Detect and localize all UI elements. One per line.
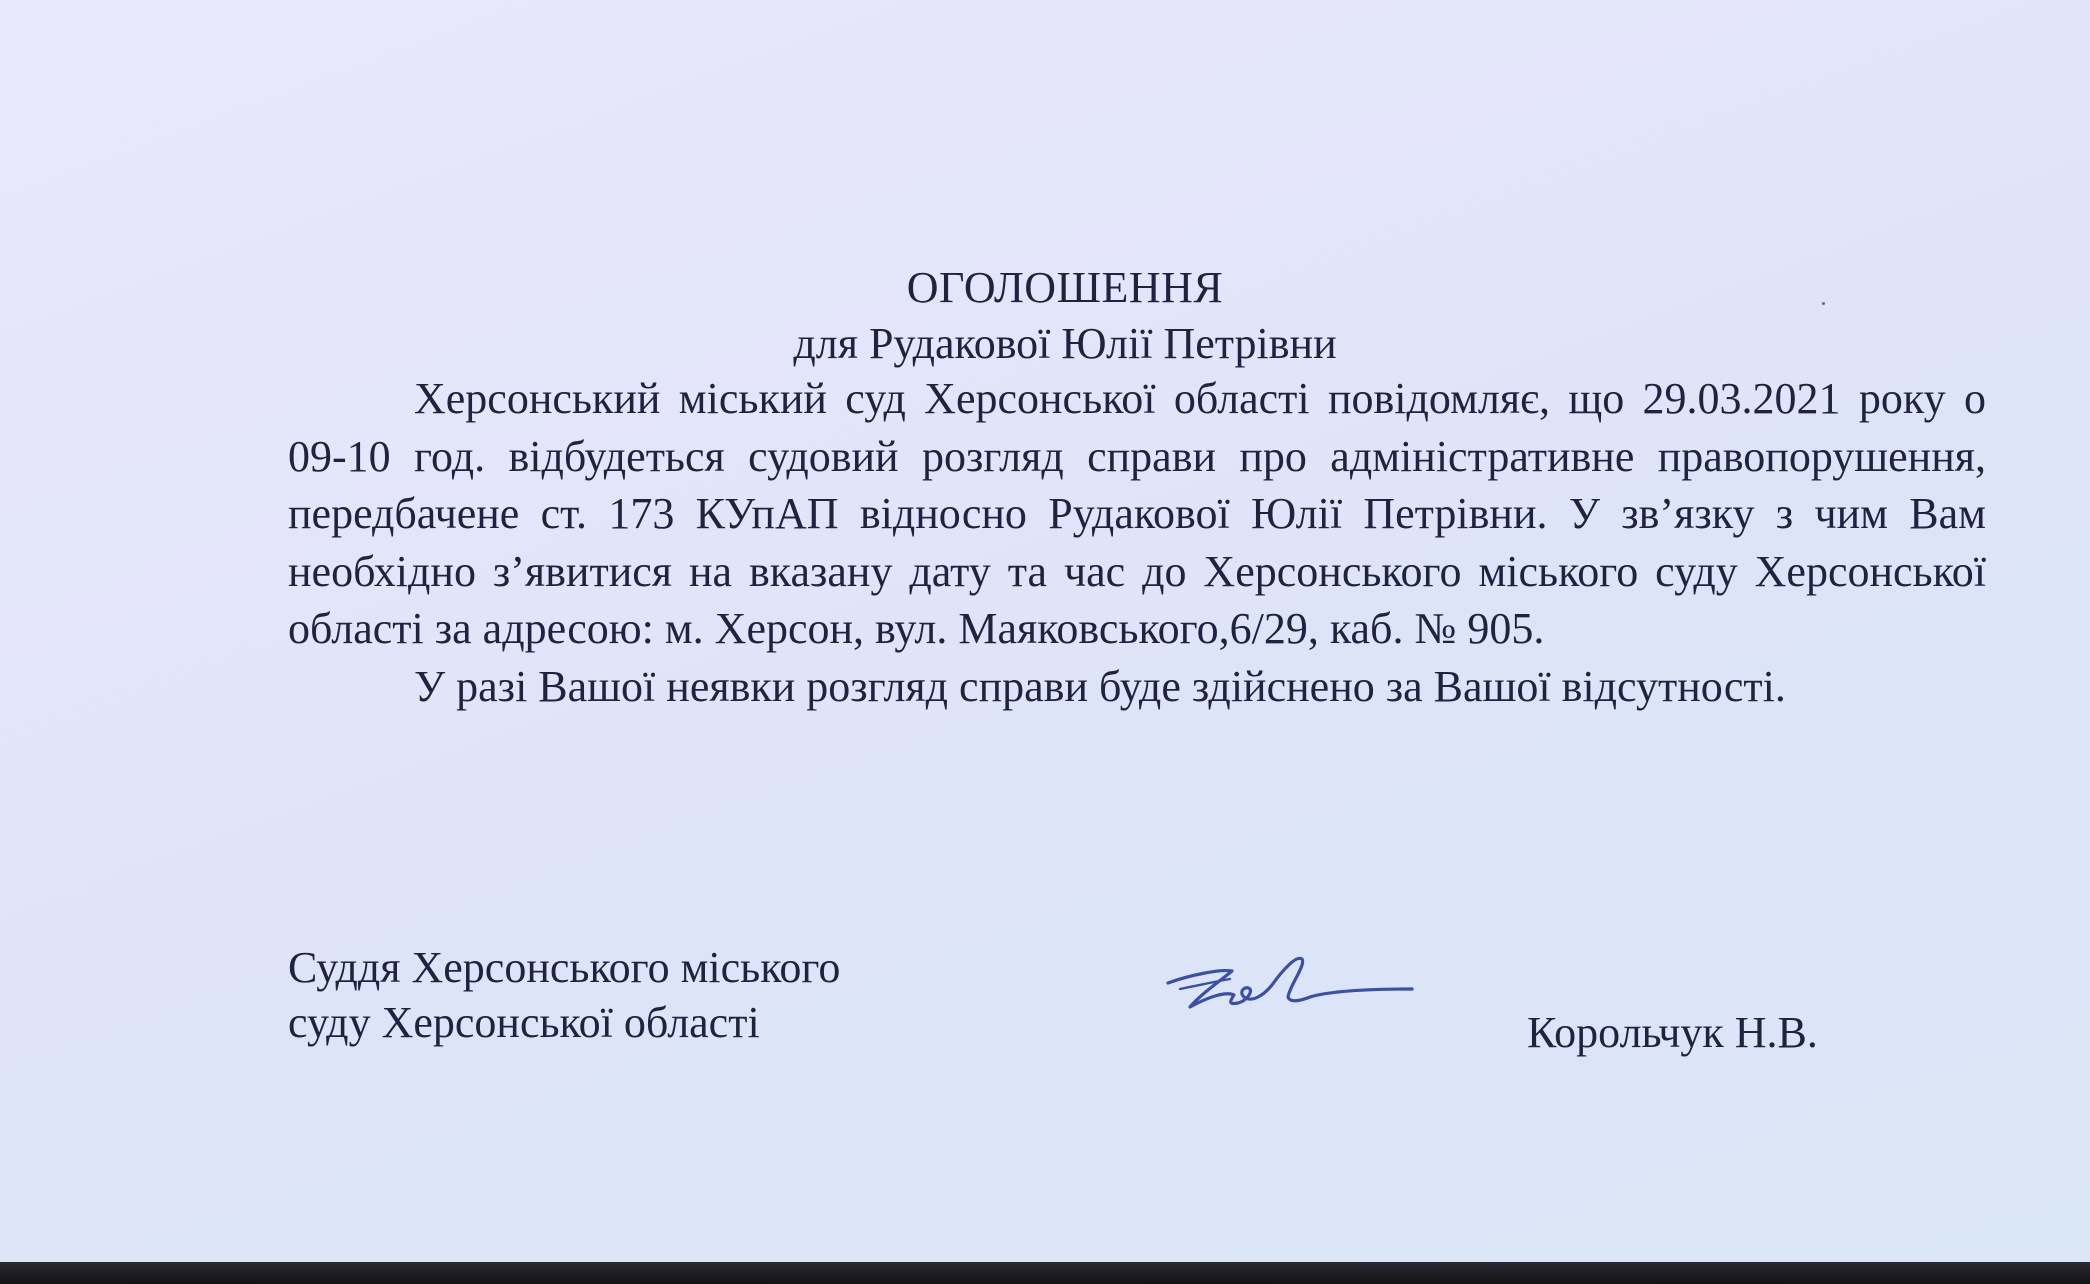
notice-paragraph: Херсонський міський суд Херсонської області повідомляє, що 29.03.2021 року о 09-10 год. відбудеться судовий розгляд справи про адміністративне правопорушення, передбачене ст. 173 КУпАП відносно Рудакової Юлії Петрівни. У зв’язку з чим Вам необхідно з’явитися на вказану дату та час до Херсонського міського суду Херсонської області за адресою: м. Херсон, вул. Маяковського,6/29, каб. № 905.	[288, 374, 1986, 653]
handwritten-signature-icon	[1160, 945, 1420, 1025]
absence-warning-paragraph: У разі Вашої неявки розгляд справи буде здійснено за Вашої відсутності.	[414, 661, 1786, 711]
document-title: ОГОЛОШЕННЯ	[906, 263, 1224, 312]
announcement-body	[288, 370, 1986, 715]
signer-title-line: Суддя Херсонського міського	[288, 943, 841, 992]
signer-title-line: суду Херсонської області	[288, 998, 760, 1047]
paper-speck	[1822, 302, 1825, 305]
signer-title	[288, 940, 840, 1050]
addressee-line: для Рудакової Юлії Петрівни	[793, 319, 1337, 368]
table-surface-edge	[0, 1262, 2090, 1284]
signer-name: Корольчук Н.В.	[1527, 1008, 1818, 1057]
